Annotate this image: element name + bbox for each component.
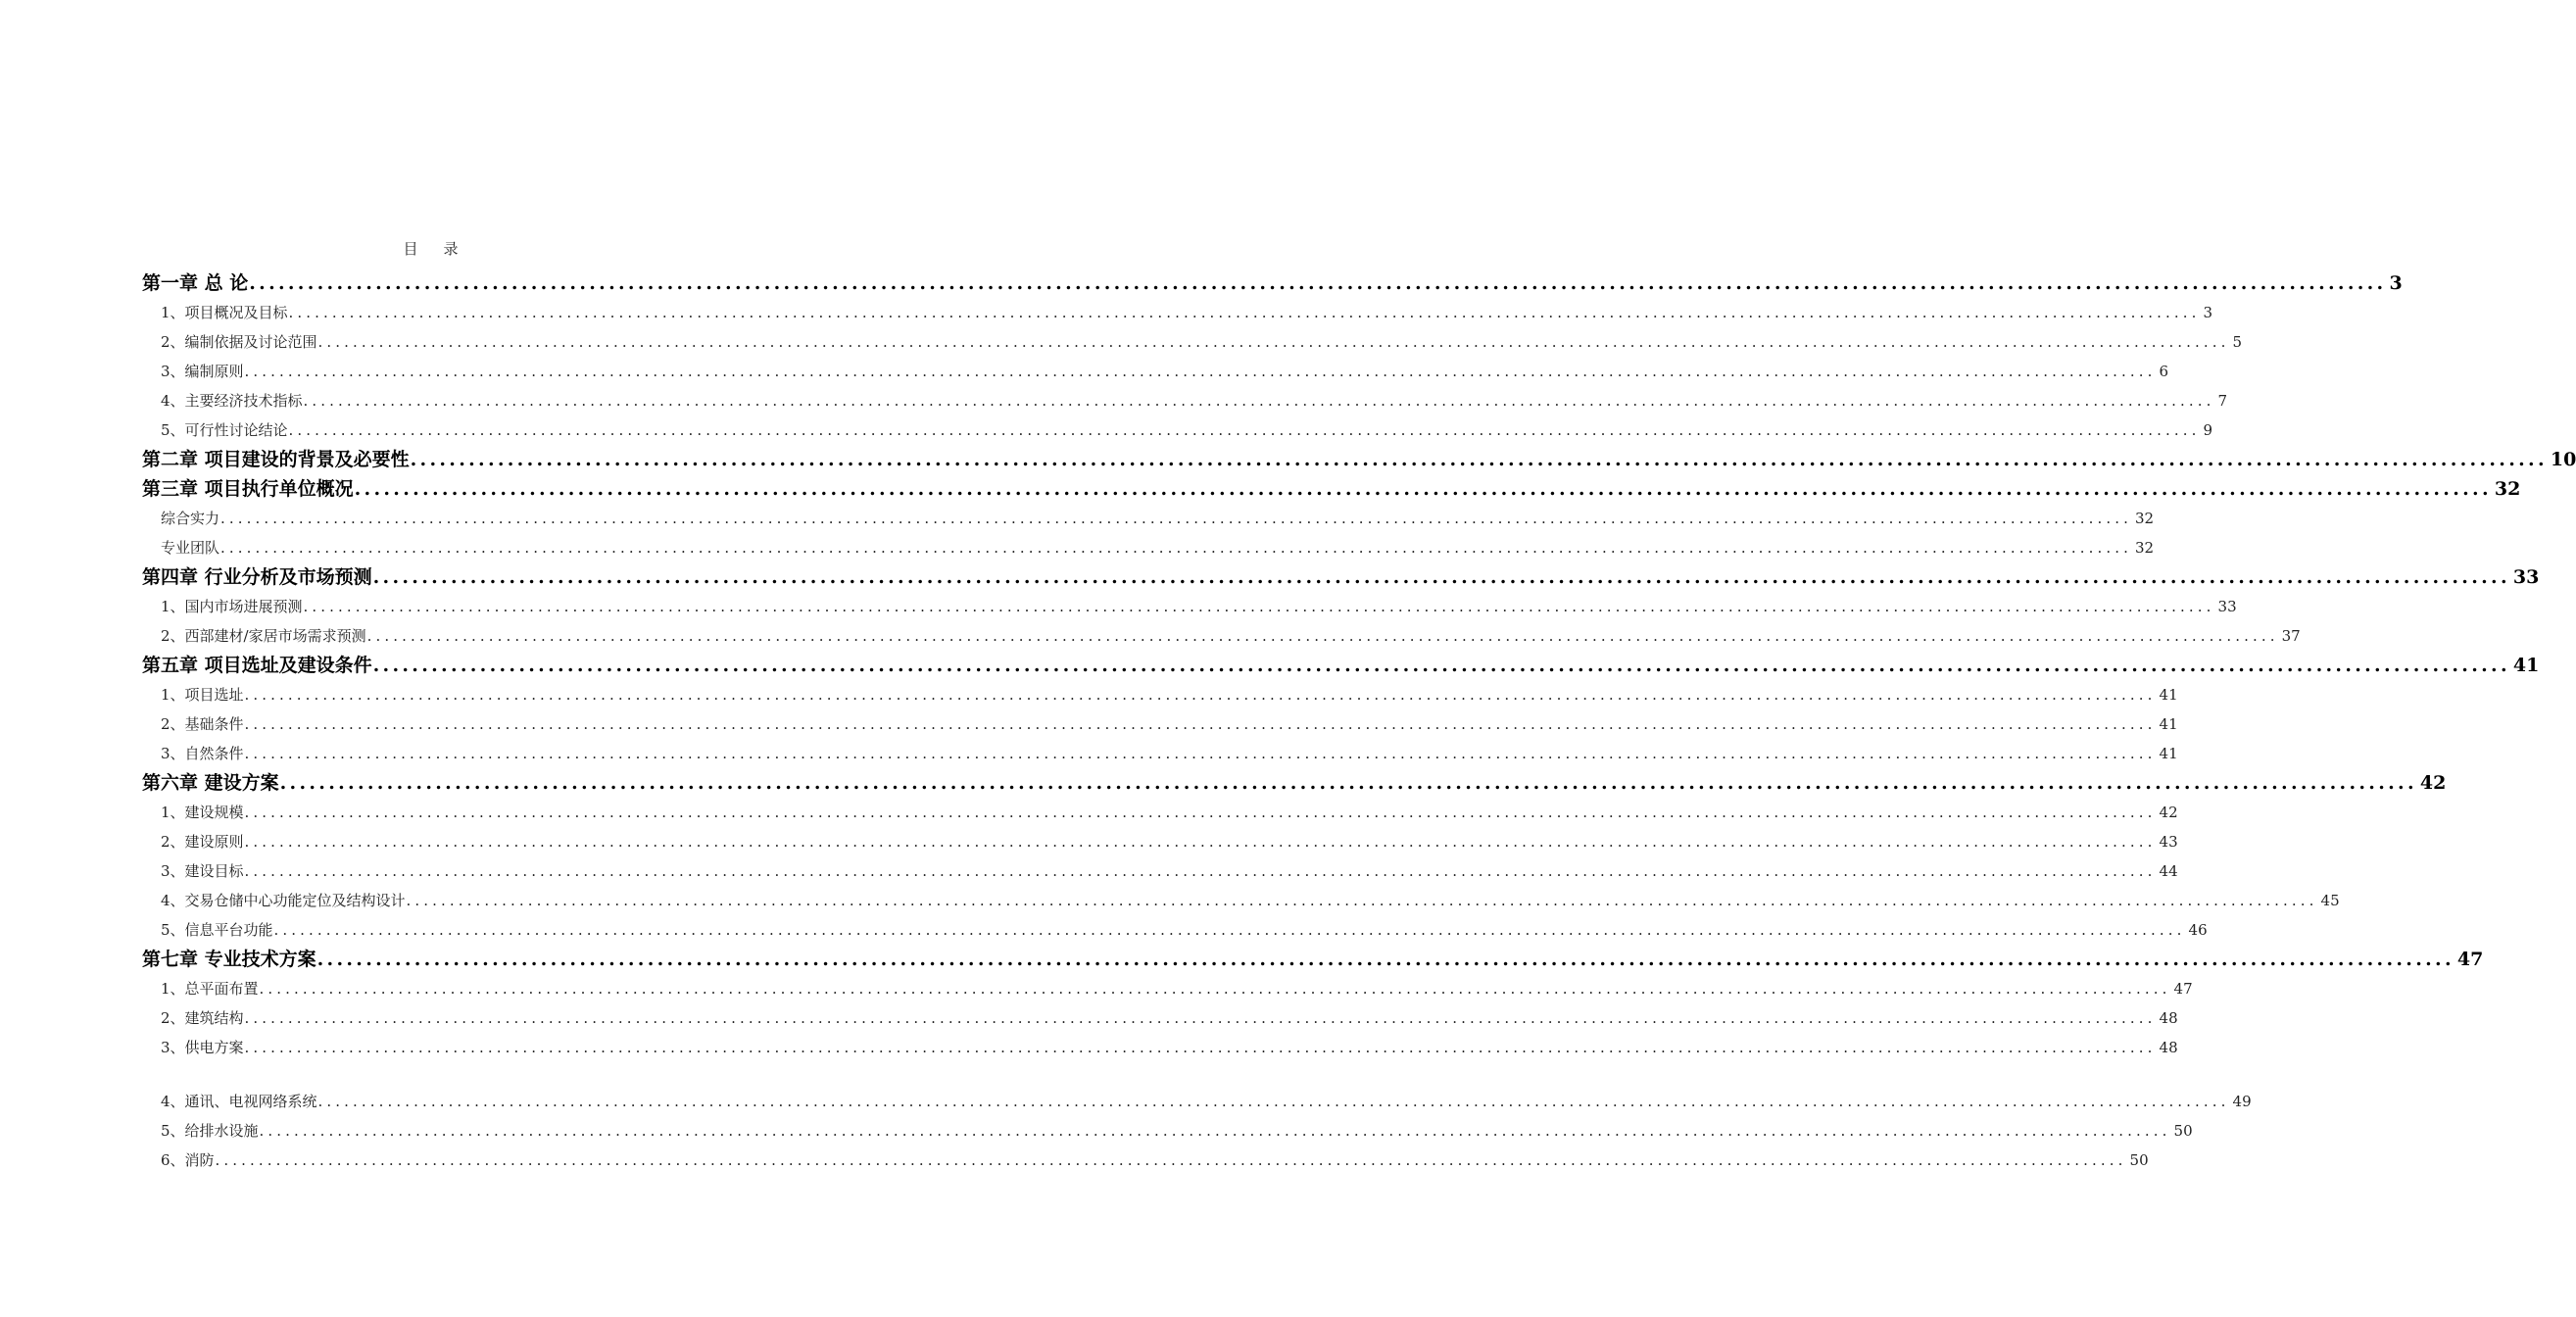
toc-section-entry[interactable] <box>142 1087 2252 1116</box>
toc-page-number: 42 <box>2159 804 2178 821</box>
toc-dot-leader: ............................................................................................................................................................................................................................ <box>406 892 2318 909</box>
toc-page-number: 41 <box>2159 686 2178 704</box>
toc-dot-leader: ............................................................................................................................................................................................................................ <box>244 1009 2157 1027</box>
toc-page-number: 41 <box>2159 715 2178 733</box>
toc-entry-label: 第一章 总 论 <box>142 272 249 294</box>
toc-chapter-entry[interactable] <box>142 945 2484 974</box>
toc-section-entry[interactable] <box>142 827 2178 856</box>
toc-dot-leader: ............................................................................................................................................................................................................................ <box>316 949 2454 970</box>
toc-entry-label: 第二章 项目建设的背景及必要性 <box>142 449 410 470</box>
toc-dot-leader: ............................................................................................................................................................................................................................ <box>303 392 2215 410</box>
toc-entry-label: 2、建筑结构 <box>161 1009 244 1027</box>
toc-section-entry[interactable] <box>142 533 2155 562</box>
toc-entry-label: 第三章 项目执行单位概况 <box>142 478 354 500</box>
toc-page-number: 9 <box>2203 421 2213 439</box>
toc-section-entry[interactable] <box>142 1003 2178 1033</box>
toc-dot-leader: ............................................................................................................................................................................................................................ <box>244 1039 2157 1056</box>
toc-entry-label: 综合实力 <box>161 510 220 527</box>
toc-entry-label: 1、国内市场进展预测 <box>161 598 303 615</box>
toc-entry-label: 第五章 项目选址及建设条件 <box>142 655 372 676</box>
toc-dot-leader: ............................................................................................................................................................................................................................ <box>220 510 2132 527</box>
toc-dot-leader: ............................................................................................................................................................................................................................ <box>354 478 2492 500</box>
toc-entry-label: 1、项目概况及目标 <box>161 304 288 321</box>
toc-dot-leader: ............................................................................................................................................................................................................................ <box>244 862 2157 880</box>
toc-section-entry[interactable] <box>142 621 2301 651</box>
toc-entry-label: 第四章 行业分析及市场预测 <box>142 566 372 588</box>
toc-entry-label: 5、信息平台功能 <box>161 921 273 939</box>
toc-entry-label: 1、项目选址 <box>161 686 244 704</box>
toc-entry-label: 专业团队 <box>161 539 220 557</box>
toc-dot-leader: ............................................................................................................................................................................................................................ <box>244 804 2157 821</box>
toc-dot-leader: ............................................................................................................................................................................................................................ <box>244 833 2157 851</box>
toc-section-entry[interactable] <box>142 298 2213 327</box>
toc-dot-leader: ............................................................................................................................................................................................................................ <box>215 1151 2127 1169</box>
toc-page-number: 49 <box>2232 1093 2252 1110</box>
toc-chapter-entry[interactable] <box>142 651 2540 680</box>
toc-page-number: 33 <box>2512 566 2540 588</box>
toc-entry-label: 4、主要经济技术指标 <box>161 392 303 410</box>
toc-page-number: 3 <box>2203 304 2213 321</box>
toc-page-number: 47 <box>2173 980 2193 998</box>
toc-chapter-entry[interactable] <box>142 474 2521 504</box>
toc-entry-label: 第七章 专业技术方案 <box>142 949 316 970</box>
toc-dot-leader: ............................................................................................................................................................................................................................ <box>259 1122 2171 1140</box>
toc-entry-label: 3、供电方案 <box>161 1039 244 1056</box>
toc-dot-leader: ............................................................................................................................................................................................................................ <box>372 655 2510 676</box>
toc-page-number: 50 <box>2129 1151 2149 1169</box>
toc-section-entry[interactable] <box>142 386 2228 415</box>
toc-dot-leader: ............................................................................................................................................................................................................................ <box>410 449 2548 470</box>
toc-page-number: 45 <box>2320 892 2340 909</box>
toc-page-number: 32 <box>2135 539 2155 557</box>
toc-dot-leader: ............................................................................................................................................................................................................................ <box>249 272 2387 294</box>
toc-page-number: 6 <box>2159 363 2169 380</box>
toc-entry-label: 2、编制依据及讨论范围 <box>161 333 317 351</box>
toc-section-entry[interactable] <box>142 886 2340 915</box>
table-of-contents <box>142 268 2576 1175</box>
toc-dot-leader: ............................................................................................................................................................................................................................ <box>279 772 2417 794</box>
toc-section-entry[interactable] <box>142 974 2193 1003</box>
toc-section-entry[interactable] <box>142 680 2178 709</box>
toc-page-number: 43 <box>2159 833 2178 851</box>
toc-entry-label: 3、编制原则 <box>161 363 244 380</box>
toc-dot-leader: ............................................................................................................................................................................................................................ <box>288 421 2201 439</box>
toc-section-entry[interactable] <box>142 709 2178 739</box>
toc-dot-leader: ............................................................................................................................................................................................................................ <box>244 745 2157 762</box>
toc-dot-leader: ............................................................................................................................................................................................................................ <box>220 539 2132 557</box>
toc-dot-leader: ............................................................................................................................................................................................................................ <box>244 363 2157 380</box>
toc-entry-label: 6、消防 <box>161 1151 215 1169</box>
toc-entry-label: 2、基础条件 <box>161 715 244 733</box>
toc-chapter-entry[interactable] <box>142 562 2540 592</box>
toc-entry-label: 2、建设原则 <box>161 833 244 851</box>
toc-page-number: 37 <box>2281 627 2301 645</box>
toc-dot-leader: ............................................................................................................................................................................................................................ <box>372 566 2510 588</box>
toc-page-number: 32 <box>2135 510 2155 527</box>
toc-dot-leader: ............................................................................................................................................................................................................................ <box>366 627 2279 645</box>
toc-page-number: 48 <box>2159 1009 2178 1027</box>
toc-title: 目录 <box>403 240 484 258</box>
toc-dot-leader: ............................................................................................................................................................................................................................ <box>303 598 2215 615</box>
toc-page-number: 42 <box>2419 772 2447 794</box>
toc-page-number: 5 <box>2232 333 2243 351</box>
toc-page-number: 7 <box>2217 392 2228 410</box>
toc-page-number: 32 <box>2494 478 2521 500</box>
toc-dot-leader: ............................................................................................................................................................................................................................ <box>317 1093 2230 1110</box>
toc-page-number: 3 <box>2389 272 2403 294</box>
toc-page-number: 50 <box>2173 1122 2193 1140</box>
toc-section-entry[interactable] <box>142 739 2178 768</box>
toc-entry-label: 4、交易仓储中心功能定位及结构设计 <box>161 892 406 909</box>
toc-page-number: 47 <box>2456 949 2484 970</box>
toc-page-number: 44 <box>2159 862 2178 880</box>
toc-page-number: 41 <box>2512 655 2540 676</box>
toc-section-entry[interactable] <box>142 504 2155 533</box>
toc-dot-leader: ............................................................................................................................................................................................................................ <box>259 980 2171 998</box>
toc-entry-label: 5、给排水设施 <box>161 1122 259 1140</box>
toc-entry-label: 1、建设规模 <box>161 804 244 821</box>
toc-chapter-entry[interactable] <box>142 445 2576 474</box>
toc-chapter-entry[interactable] <box>142 768 2447 798</box>
toc-section-entry[interactable] <box>142 415 2213 445</box>
toc-section-entry[interactable] <box>142 357 2169 386</box>
toc-entry-label: 3、自然条件 <box>161 745 244 762</box>
toc-page-number: 46 <box>2188 921 2208 939</box>
toc-dot-leader: ............................................................................................................................................................................................................................ <box>288 304 2201 321</box>
toc-section-entry[interactable] <box>142 592 2237 621</box>
toc-entry-label: 1、总平面布置 <box>161 980 259 998</box>
toc-page-number: 10 <box>2550 449 2576 470</box>
toc-dot-leader: ............................................................................................................................................................................................................................ <box>317 333 2230 351</box>
toc-section-entry[interactable] <box>142 915 2208 945</box>
toc-entry-label: 4、通讯、电视网络系统 <box>161 1093 317 1110</box>
toc-dot-leader: ............................................................................................................................................................................................................................ <box>244 686 2157 704</box>
toc-section-entry[interactable] <box>142 327 2243 357</box>
toc-section-entry[interactable] <box>142 1116 2193 1146</box>
toc-dot-leader: ............................................................................................................................................................................................................................ <box>273 921 2186 939</box>
toc-entry-label: 5、可行性讨论结论 <box>161 421 288 439</box>
toc-section-entry[interactable] <box>142 1033 2178 1062</box>
toc-page-number: 33 <box>2217 598 2237 615</box>
toc-entry-label: 3、建设目标 <box>161 862 244 880</box>
toc-chapter-entry[interactable] <box>142 268 2403 298</box>
toc-section-entry[interactable] <box>142 798 2178 827</box>
toc-page-number: 41 <box>2159 745 2178 762</box>
toc-entry-label: 2、西部建材/家居市场需求预测 <box>161 627 366 645</box>
toc-section-entry[interactable] <box>142 856 2178 886</box>
toc-entry-label: 第六章 建设方案 <box>142 772 279 794</box>
toc-page-number: 48 <box>2159 1039 2178 1056</box>
toc-dot-leader: ............................................................................................................................................................................................................................ <box>244 715 2157 733</box>
toc-section-entry[interactable] <box>142 1146 2149 1175</box>
